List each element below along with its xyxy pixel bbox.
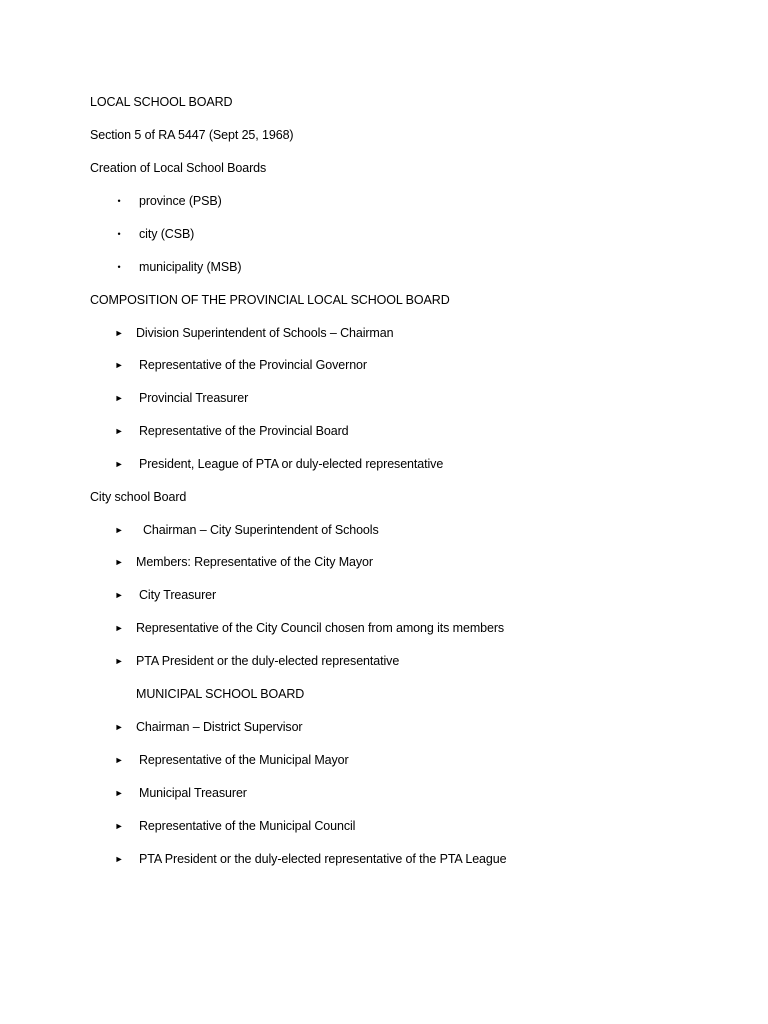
bullet-triangle-icon: ► bbox=[114, 821, 124, 831]
list-item-text: President, League of PTA or duly-elected representative bbox=[139, 457, 444, 471]
list-item bbox=[0, 784, 768, 802]
municipal-board-heading: MUNICIPAL SCHOOL BOARD bbox=[136, 687, 305, 701]
bullet-triangle-icon: ► bbox=[114, 360, 124, 370]
list-item bbox=[0, 850, 768, 868]
list-item bbox=[0, 718, 768, 736]
list-item bbox=[0, 455, 768, 473]
provincial-board-heading: COMPOSITION OF THE PROVINCIAL LOCAL SCHOOL BOARD bbox=[90, 293, 450, 307]
list-item-text: Provincial Treasurer bbox=[139, 391, 249, 405]
bullet-triangle-icon: ► bbox=[114, 590, 124, 600]
list-item bbox=[0, 324, 768, 342]
bullet-triangle-icon: ► bbox=[114, 459, 124, 469]
list-item-text: PTA President or the duly-elected representative of the PTA League bbox=[139, 852, 507, 866]
list-item bbox=[0, 521, 768, 539]
list-item-text: Representative of the Municipal Council bbox=[139, 819, 356, 833]
bullet-triangle-icon: ► bbox=[114, 788, 124, 798]
bullet-triangle-icon: ► bbox=[114, 854, 124, 864]
list-item bbox=[0, 192, 768, 210]
bullet-dot-icon: • bbox=[117, 229, 121, 239]
bullet-triangle-icon: ► bbox=[114, 393, 124, 403]
list-item bbox=[0, 389, 768, 407]
creation-heading: Creation of Local School Boards bbox=[90, 161, 267, 175]
list-item bbox=[0, 586, 768, 604]
bullet-dot-icon: • bbox=[117, 196, 121, 206]
list-item-text: Chairman – City Superintendent of Schools bbox=[143, 523, 379, 537]
list-item bbox=[0, 356, 768, 374]
city-board-heading: City school Board bbox=[90, 490, 187, 504]
bullet-triangle-icon: ► bbox=[114, 426, 124, 436]
list-item-text: Representative of the City Council chosen from among its members bbox=[136, 621, 505, 635]
list-item bbox=[0, 619, 768, 637]
list-item-text: City Treasurer bbox=[139, 588, 217, 602]
list-item-text: PTA President or the duly-elected representative bbox=[136, 654, 400, 668]
bullet-triangle-icon: ► bbox=[114, 328, 124, 338]
list-item-text: Representative of the Municipal Mayor bbox=[139, 753, 349, 767]
list-item-text: city (CSB) bbox=[139, 227, 195, 241]
list-item-text: Representative of the Provincial Governor bbox=[139, 358, 367, 372]
bullet-triangle-icon: ► bbox=[114, 557, 124, 567]
list-item bbox=[0, 258, 768, 276]
list-item-text: Municipal Treasurer bbox=[139, 786, 247, 800]
document-title: LOCAL SCHOOL BOARD bbox=[90, 95, 233, 109]
list-item bbox=[0, 817, 768, 835]
list-item-text: municipality (MSB) bbox=[139, 260, 242, 274]
list-item-text: Division Superintendent of Schools – Chairman bbox=[136, 326, 394, 340]
bullet-triangle-icon: ► bbox=[114, 525, 124, 535]
list-item bbox=[0, 553, 768, 571]
list-item bbox=[0, 751, 768, 769]
bullet-triangle-icon: ► bbox=[114, 656, 124, 666]
list-item bbox=[0, 225, 768, 243]
bullet-triangle-icon: ► bbox=[114, 722, 124, 732]
list-item-text: Representative of the Provincial Board bbox=[139, 424, 349, 438]
list-item-text: Chairman – District Supervisor bbox=[136, 720, 303, 734]
list-item-text: province (PSB) bbox=[139, 194, 222, 208]
list-item-text: Members: Representative of the City Mayor bbox=[136, 555, 373, 569]
bullet-triangle-icon: ► bbox=[114, 755, 124, 765]
bullet-triangle-icon: ► bbox=[114, 623, 124, 633]
list-item bbox=[0, 652, 768, 670]
bullet-dot-icon: • bbox=[117, 262, 121, 272]
list-item bbox=[0, 422, 768, 440]
section-reference: Section 5 of RA 5447 (Sept 25, 1968) bbox=[90, 128, 294, 142]
